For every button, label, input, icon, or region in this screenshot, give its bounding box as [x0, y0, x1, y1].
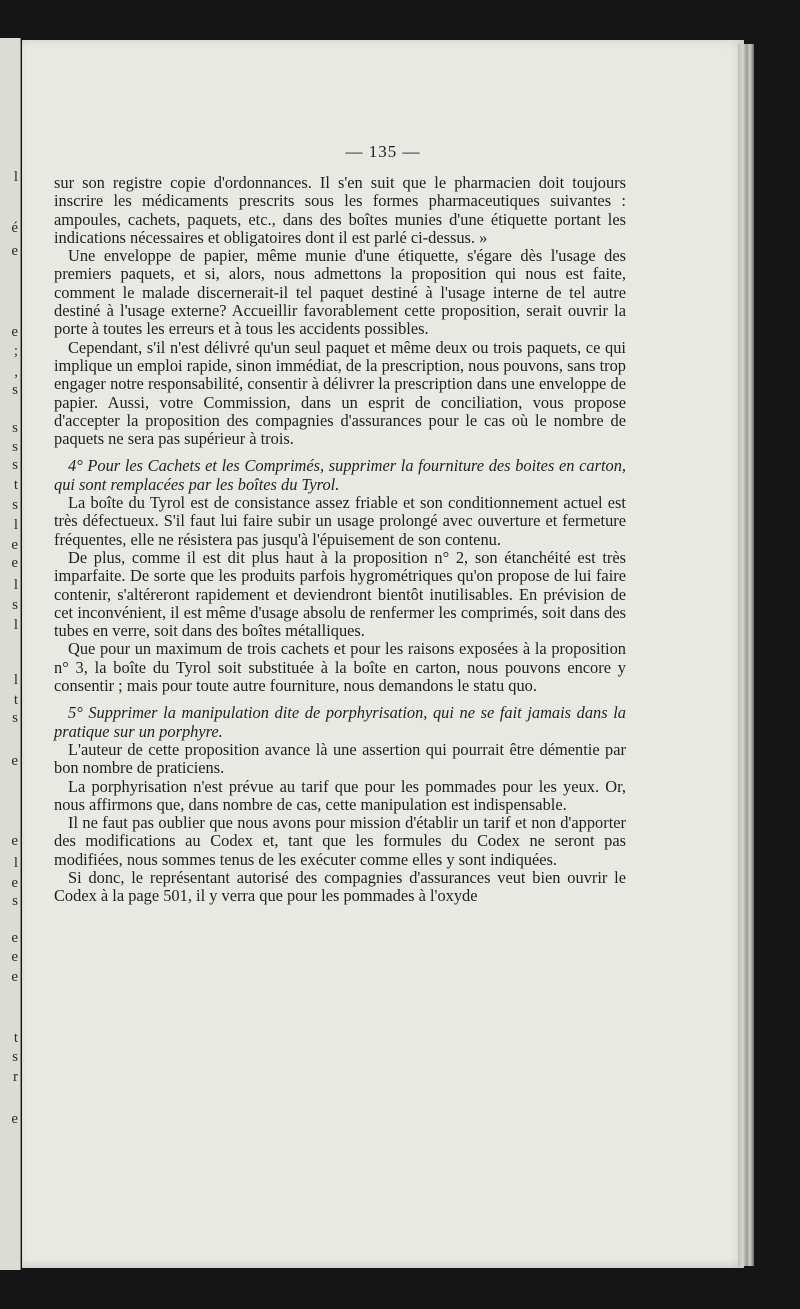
section-heading-5: [54, 704, 626, 741]
left-page-fragment: l: [13, 672, 18, 688]
left-page-fragment: e: [11, 324, 18, 340]
left-page-fragment: e: [11, 537, 18, 553]
left-page-fragment: s: [12, 710, 18, 726]
left-page-fragment: e: [11, 555, 18, 571]
left-page-fragment: s: [12, 382, 18, 398]
paragraph: L'auteur de cette proposition avance là une assertion qui pourrait être démentie par bon nombre de praticiens.: [54, 739, 626, 778]
left-page-fragment: l: [13, 169, 18, 185]
left-page-fragment: e: [11, 833, 18, 849]
left-page-fragment: e: [11, 930, 18, 946]
left-page-fragment: s: [12, 439, 18, 455]
adjacent-page-edge: [0, 38, 21, 1270]
page-number: — 135 —: [345, 142, 421, 161]
left-page-fragment: e: [11, 969, 18, 985]
left-page-fragment: e: [11, 949, 18, 965]
left-page-fragment: é: [11, 220, 18, 236]
left-page-fragment: t: [13, 477, 18, 493]
left-page-fragment: t: [13, 692, 18, 708]
section-heading-text: 5° Supprimer la manipulation dite de porphyrisation, qui ne se fait jamais dans la pratique sur un porphyre.: [54, 703, 626, 741]
left-page-fragment: ;: [13, 343, 18, 359]
paragraph: Il ne faut pas oublier que nous avons pour mission d'établir un tarif et non d'apporter des modifications au Codex et, tant que les formules du Codex ne seront pas modifiées, nous sommes tenus de les exécuter comme elles y sont indiquées.: [54, 813, 626, 869]
left-page-fragment: s: [12, 893, 18, 909]
left-page-fragment: e: [11, 243, 18, 259]
book-page: [22, 40, 744, 1268]
left-page-fragment: s: [12, 1049, 18, 1065]
paragraph: Cependant, s'il n'est délivré qu'un seul paquet et même deux ou trois paquets, ce qui implique un emploi rapide, sinon immédiat, de la prescription, nous pouvons, sans trop engager notre responsabilité, consentir à délivrer la prescription dans une enveloppe de papier. Aussi, votre Commission, dans un esprit de conciliation, vous propose d'accepter la proposition des compagnies d'assurances pour le cas où le nombre de paquets ne sera pas supérieur à trois.: [54, 337, 626, 449]
paragraph: La porphyrisation n'est prévue au tarif que pour les pommades pour les yeux. Or, nous affirmons que, dans nombre de cas, cette manipulation est indispensable.: [54, 776, 626, 814]
left-page-fragment: s: [12, 457, 18, 473]
left-page-fragment: e: [11, 753, 18, 769]
paragraph: Que pour un maximum de trois cachets et pour les raisons exposées à la proposition n° 3, la boîte du Tyrol soit substituée à la boîte en carton, nous pouvons encore y consentir ; mais pour toute autre fourniture, nous demandons le statu quo.: [54, 639, 626, 696]
left-page-fragment: l: [13, 617, 18, 633]
paragraph: De plus, comme il est dit plus haut à la proposition n° 2, son étanchéité est très imparfaite. De sorte que les produits parfois hygrométriques qu'on propose de lui faire contenir, s'altéreront rapidement et deviendront bientôt inutilisables. En prévision de cet inconvénient, il est même d'usage absolu de renfermer les comprimés, soit dans des tubes en verre, soit dans des boîtes métalliques.: [54, 547, 626, 641]
left-page-fragment: e: [11, 1111, 18, 1127]
paragraph: La boîte du Tyrol est de consistance assez friable et son conditionnement actuel est très défectueux. S'il faut lui faire subir un usage prolongé avec ouverture et fermeture fréquentes, elle ne résistera pas jusqu'à l'épuisement de son contenu.: [54, 493, 626, 549]
paragraph: sur son registre copie d'ordonnances. Il s'en suit que le pharmacien doit toujours inscrire les médicaments prescrits sous les formes pharmaceutiques suivantes : ampoules, cachets, paquets, etc., dans des boîtes munies d'une étiquette portant les indications nécessaires et obligatoires dont il est parlé ci-dessus. »: [54, 173, 626, 247]
left-page-fragment: r: [13, 1069, 18, 1085]
section-heading-4: [54, 457, 626, 494]
paragraph: Si donc, le représentant autorisé des compagnies d'assurances veut bien ouvrir le Codex à la page 501, il y verra que pour les pommades à l'oxyde: [54, 867, 626, 906]
section-heading-text: 4° Pour les Cachets et les Comprimés, supprimer la fourniture des boites en carton, qui sont remplacées par les boîtes du Tyrol.: [54, 456, 626, 494]
paragraph: Une enveloppe de papier, même munie d'une étiquette, s'égare dès l'usage des premiers paquets, et si, alors, nous admettons la proposition qui nous est faite, comment le malade discernerait-il tel paquet destiné à l'usage interne de tel autre destiné à l'usage externe? Accueillir favorablement cette proposition, serait ouvrir la porte à toutes les erreurs et à tous les accidents possibles.: [54, 246, 626, 339]
left-page-fragment: e: [11, 875, 18, 891]
left-page-fragment: t: [13, 1030, 18, 1046]
left-page-fragment: l: [13, 577, 18, 593]
page-body: [54, 174, 626, 906]
left-page-fragment: s: [12, 497, 18, 513]
left-page-fragment: s: [12, 420, 18, 436]
left-page-fragment: ,: [14, 364, 18, 380]
left-page-fragment: l: [13, 517, 18, 533]
left-page-fragment: l: [13, 855, 18, 871]
page-stack-edge: [738, 44, 754, 1266]
left-page-fragment: s: [12, 597, 18, 613]
